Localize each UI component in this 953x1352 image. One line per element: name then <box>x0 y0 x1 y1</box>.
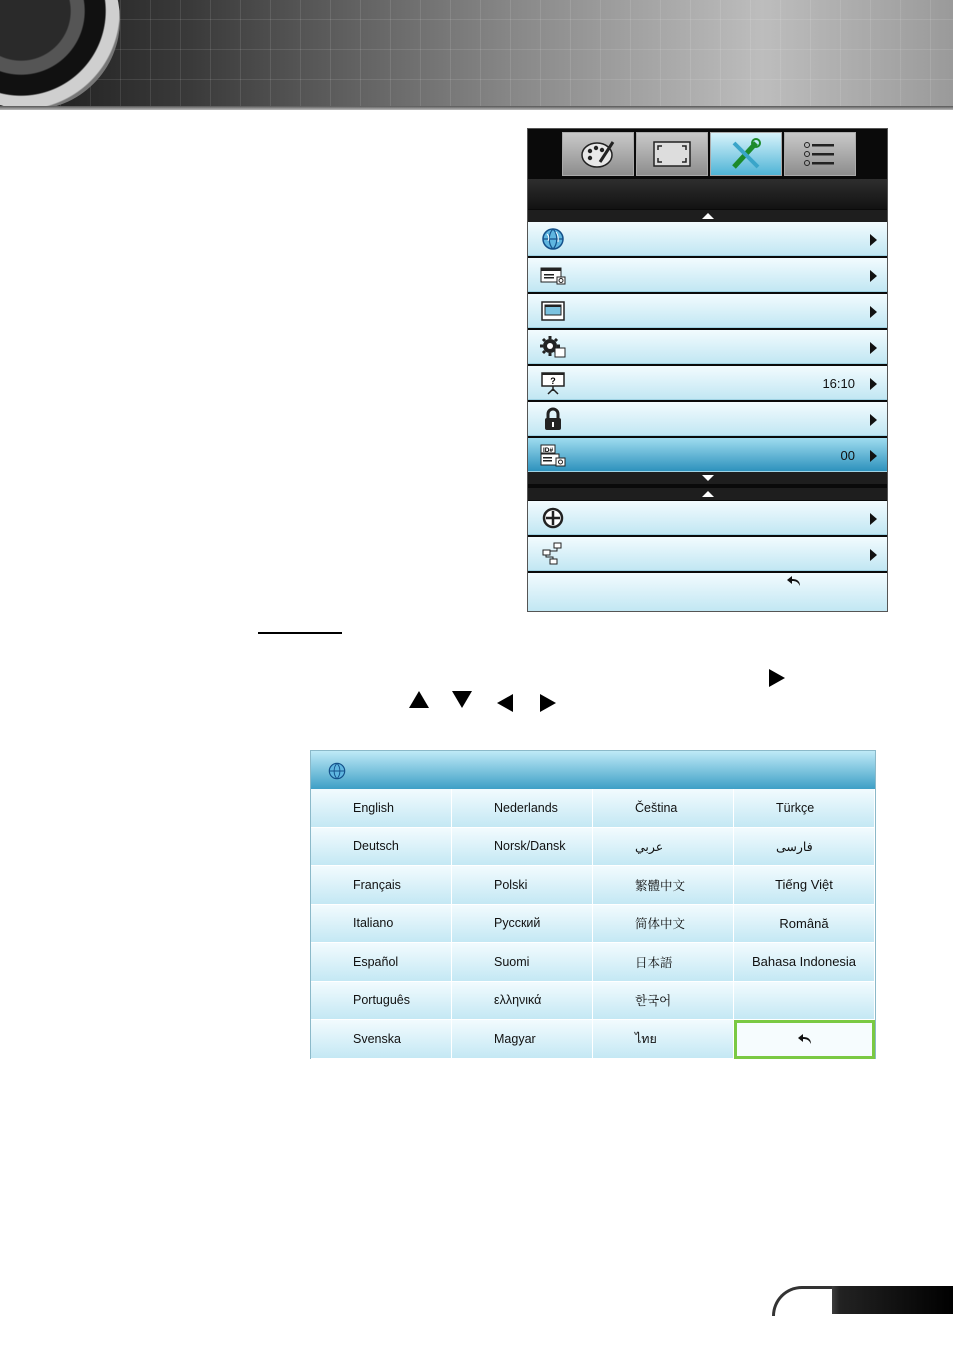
crosshair-icon <box>540 506 566 530</box>
language-option-vietnamese[interactable]: Tiếng Việt <box>734 866 875 905</box>
lock-icon <box>540 407 566 431</box>
language-option-norsk-dansk[interactable]: Norsk/Dansk <box>452 828 593 867</box>
underline-rule <box>258 632 342 634</box>
scroll-down-indicator[interactable] <box>528 472 887 484</box>
settings-gears-icon <box>540 335 566 359</box>
osd-row-language[interactable] <box>528 222 887 256</box>
language-option-traditional-chinese[interactable]: 繁體中文 <box>593 866 734 905</box>
language-option-greek[interactable]: ελληνικά <box>452 982 593 1021</box>
right-arrow-icon <box>540 694 556 712</box>
return-icon <box>786 575 802 587</box>
projector-lens-graphic <box>0 0 120 110</box>
chevron-down-icon <box>702 475 714 481</box>
language-option-romana[interactable]: Română <box>734 905 875 944</box>
osd-row-settings[interactable] <box>528 330 887 364</box>
language-option-turkce[interactable]: Türkçe <box>734 789 875 828</box>
arrow-right-icon <box>870 234 877 246</box>
language-option-francais[interactable]: Français <box>311 866 452 905</box>
language-return-button[interactable] <box>734 1020 875 1059</box>
arrow-right-icon <box>870 342 877 354</box>
language-option-simplified-chinese[interactable]: 简体中文 <box>593 905 734 944</box>
projector-id-value: 00 <box>840 448 855 463</box>
screen-type-value: 16:10 <box>822 376 855 391</box>
osd-tab-bar <box>562 132 856 176</box>
closed-caption-icon <box>540 299 566 323</box>
tools-icon <box>728 137 764 171</box>
tab-display[interactable] <box>636 132 708 176</box>
language-option-magyar[interactable]: Magyar <box>452 1020 593 1059</box>
tab-options[interactable] <box>784 132 856 176</box>
chevron-up-icon <box>702 213 714 219</box>
language-option-nederlands[interactable]: Nederlands <box>452 789 593 828</box>
scroll-up-indicator[interactable] <box>528 210 887 222</box>
osd-row-screen-type[interactable] <box>528 366 887 400</box>
language-option-suomi[interactable]: Suomi <box>452 943 593 982</box>
arrow-right-icon <box>870 450 877 462</box>
language-option-bahasa-indonesia[interactable]: Bahasa Indonesia <box>734 943 875 982</box>
language-menu-header <box>311 751 875 789</box>
language-option-empty <box>734 982 875 1021</box>
language-option-farsi[interactable]: فارسی <box>734 828 875 867</box>
footer-swoosh <box>772 1286 832 1316</box>
network-icon <box>540 542 566 566</box>
globe-icon <box>327 761 347 781</box>
globe-icon <box>540 227 566 251</box>
language-menu <box>310 750 876 1059</box>
language-option-english[interactable]: English <box>311 789 452 828</box>
language-option-korean[interactable]: 한국어 <box>593 982 734 1021</box>
list-icon <box>802 139 838 169</box>
screen-type-icon <box>540 371 566 395</box>
osd-menu <box>527 128 888 612</box>
osd-row-menu-location[interactable] <box>528 258 887 292</box>
osd-return-row[interactable] <box>528 573 887 611</box>
language-option-espanol[interactable]: Español <box>311 943 452 982</box>
svg-text:ID#: ID# <box>542 447 554 454</box>
osd-title-bar <box>528 179 887 209</box>
header-banner <box>0 0 953 110</box>
arrow-right-icon <box>870 414 877 426</box>
scroll-up-indicator-2[interactable] <box>528 488 887 500</box>
page-footer-tab <box>772 1286 953 1316</box>
osd-row-test-pattern[interactable] <box>528 501 887 535</box>
menu-location-icon <box>540 263 566 287</box>
osd-row-network[interactable] <box>528 537 887 571</box>
svg-text:?: ? <box>550 376 556 386</box>
language-option-russian[interactable]: Русский <box>452 905 593 944</box>
arrow-right-icon <box>870 270 877 282</box>
chevron-up-icon <box>702 491 714 497</box>
projector-id-icon <box>540 443 566 467</box>
osd-row-closed-captioning[interactable] <box>528 294 887 328</box>
language-option-arabic[interactable]: عربي <box>593 828 734 867</box>
arrow-right-icon <box>870 378 877 390</box>
tab-setup[interactable] <box>710 132 782 176</box>
osd-row-projector-id[interactable] <box>528 438 887 472</box>
language-option-polski[interactable]: Polski <box>452 866 593 905</box>
palette-icon <box>580 138 616 170</box>
osd-row-security[interactable] <box>528 402 887 436</box>
language-grid <box>311 789 875 1059</box>
language-option-deutsch[interactable]: Deutsch <box>311 828 452 867</box>
arrow-right-icon <box>870 549 877 561</box>
language-option-italiano[interactable]: Italiano <box>311 905 452 944</box>
language-option-portugues[interactable]: Português <box>311 982 452 1021</box>
language-option-svenska[interactable]: Svenska <box>311 1020 452 1059</box>
up-arrow-icon <box>409 691 429 708</box>
language-option-thai[interactable]: ไทย <box>593 1020 734 1059</box>
arrow-right-icon <box>870 513 877 525</box>
language-option-cestina[interactable]: Čeština <box>593 789 734 828</box>
right-arrow-icon <box>769 669 785 687</box>
left-arrow-icon <box>497 694 513 712</box>
down-arrow-icon <box>452 691 472 708</box>
banner-divider <box>0 106 953 110</box>
tab-image[interactable] <box>562 132 634 176</box>
screen-frame-icon <box>652 140 692 168</box>
return-icon <box>797 1033 813 1045</box>
arrow-right-icon <box>870 306 877 318</box>
language-option-japanese[interactable]: 日本語 <box>593 943 734 982</box>
